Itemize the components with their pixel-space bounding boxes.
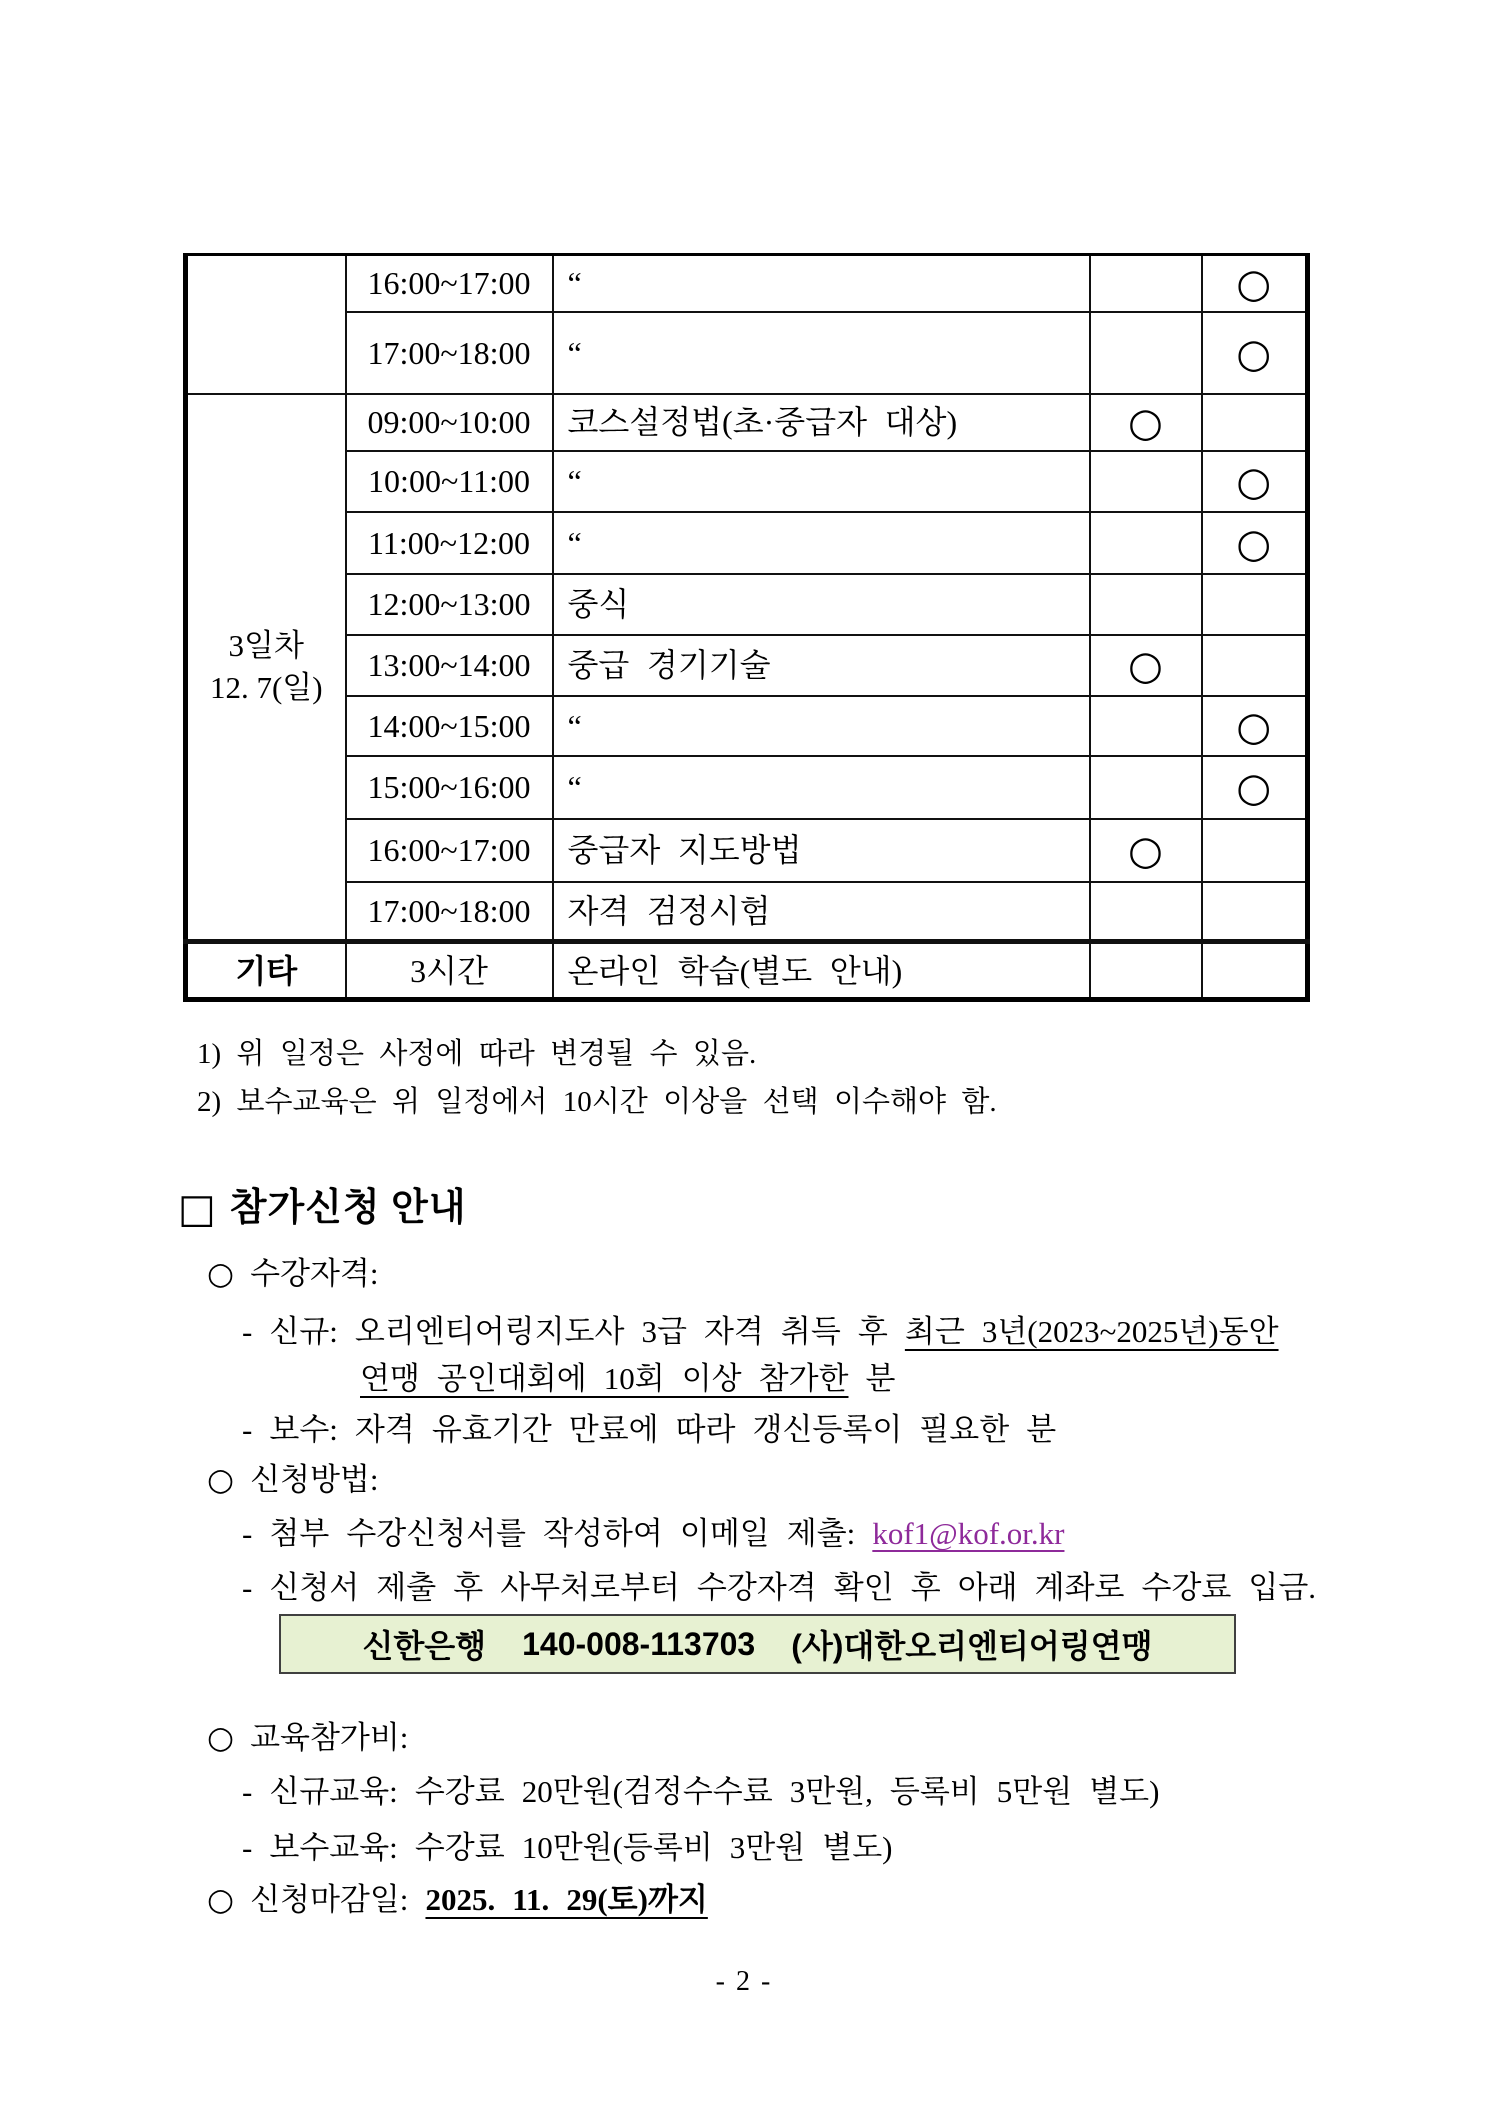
lecture-mark-cell xyxy=(1090,512,1202,574)
practice-mark-cell xyxy=(1202,574,1308,635)
circle-bullet-icon: ○ xyxy=(207,1462,235,1498)
table-row xyxy=(186,819,1308,882)
table-row xyxy=(186,635,1308,696)
qualification-new-line2-underlined: 연맹 공인대회에 10회 이상 참가한 xyxy=(360,1361,849,1396)
table-row xyxy=(186,451,1308,512)
bank-account-number: 140-008-113703 xyxy=(522,1625,756,1662)
bank-account-holder: (사)대한오리엔티어링연맹 xyxy=(791,1628,1153,1664)
section-heading-text: 참가신청 안내 xyxy=(229,1187,467,1229)
subject-cell: 자격 검정시험 xyxy=(553,882,1090,942)
table-row xyxy=(186,255,1308,312)
lecture-mark-cell xyxy=(1090,312,1202,394)
table-row xyxy=(186,696,1308,756)
practice-mark-cell xyxy=(1202,819,1308,882)
qualification-repair-line: - 보수: 자격 유효기간 만료에 따라 갱신등록이 필요한 분 xyxy=(242,1412,1057,1447)
lecture-mark-cell xyxy=(1090,574,1202,635)
qualification-label: 수강자격: xyxy=(250,1256,379,1291)
day-cell-day3 xyxy=(186,394,346,942)
subject-cell: “ xyxy=(553,312,1090,394)
schedule-table xyxy=(183,253,1310,1002)
lecture-mark-cell xyxy=(1090,255,1202,312)
method-line1-prefix: - 첨부 수강신청서를 작성하여 이메일 제출: xyxy=(242,1516,873,1551)
subject-cell: “ xyxy=(553,255,1090,312)
subject-cell: 온라인 학습(별도 안내) xyxy=(553,942,1090,1000)
practice-mark-cell: ○ xyxy=(1202,696,1308,756)
circle-bullet-icon: ○ xyxy=(207,1720,235,1756)
qualification-new-line1-underlined: 최근 3년(2023~2025년)동안 xyxy=(904,1314,1279,1349)
table-row xyxy=(186,756,1308,819)
time-cell: 17:00~18:00 xyxy=(346,882,553,942)
time-cell: 13:00~14:00 xyxy=(346,635,553,696)
time-cell: 15:00~16:00 xyxy=(346,756,553,819)
table-row xyxy=(186,882,1308,942)
subject-cell: 중급 경기기술 xyxy=(553,635,1090,696)
subject-cell: 코스설정법(초·중급자 대상) xyxy=(553,394,1090,451)
time-cell: 16:00~17:00 xyxy=(346,819,553,882)
subject-cell: 중식 xyxy=(553,574,1090,635)
fee-label: 교육참가비: xyxy=(250,1720,409,1755)
deadline-date: 2025. 11. 29(토)까지 xyxy=(425,1882,708,1917)
deadline-label: 신청마감일: xyxy=(250,1882,426,1917)
practice-mark-cell: ○ xyxy=(1202,255,1308,312)
fee-line2: - 보수교육: 수강료 10만원(등록비 3만원 별도) xyxy=(242,1830,893,1865)
time-cell: 14:00~15:00 xyxy=(346,696,553,756)
lecture-mark-cell: ○ xyxy=(1090,819,1202,882)
qualification-new-line2-suffix: 분 xyxy=(848,1361,896,1396)
bank-name: 신한은행 xyxy=(362,1628,487,1664)
qualification-new-line1 xyxy=(242,1306,1279,1351)
qualification-new-line2 xyxy=(360,1353,896,1398)
method-line1 xyxy=(242,1508,1064,1553)
lecture-mark-cell xyxy=(1090,756,1202,819)
method-bullet-line xyxy=(207,1454,378,1499)
bank-account-box xyxy=(279,1614,1236,1674)
table-row xyxy=(186,394,1308,451)
table-row xyxy=(186,512,1308,574)
subject-cell: “ xyxy=(553,512,1090,574)
day3-label-line2: 12. 7(일) xyxy=(209,669,323,705)
subject-cell: “ xyxy=(553,756,1090,819)
time-cell: 16:00~17:00 xyxy=(346,255,553,312)
practice-mark-cell: ○ xyxy=(1202,512,1308,574)
lecture-mark-cell xyxy=(1090,451,1202,512)
qualification-new-line1-prefix: - 신규: 오리엔티어링지도사 3급 자격 취득 후 xyxy=(242,1314,905,1349)
time-cell: 17:00~18:00 xyxy=(346,312,553,394)
subject-cell: “ xyxy=(553,696,1090,756)
practice-mark-cell xyxy=(1202,942,1308,1000)
practice-mark-cell: ○ xyxy=(1202,451,1308,512)
time-cell: 10:00~11:00 xyxy=(346,451,553,512)
time-cell: 09:00~10:00 xyxy=(346,394,553,451)
lecture-mark-cell: ○ xyxy=(1090,394,1202,451)
qualification-bullet-line xyxy=(207,1248,378,1293)
subject-cell: 중급자 지도방법 xyxy=(553,819,1090,882)
lecture-mark-cell xyxy=(1090,696,1202,756)
deadline-bullet-line xyxy=(207,1874,708,1919)
note-2: 2) 보수교육은 위 일정에서 10시간 이상을 선택 이수해야 함. xyxy=(197,1086,997,1118)
table-row xyxy=(186,574,1308,635)
time-cell: 11:00~12:00 xyxy=(346,512,553,574)
method-label: 신청방법: xyxy=(250,1462,379,1497)
time-cell: 3시간 xyxy=(346,942,553,1000)
practice-mark-cell xyxy=(1202,394,1308,451)
practice-mark-cell: ○ xyxy=(1202,756,1308,819)
day3-label-line1: 3일차 xyxy=(228,627,304,663)
time-cell: 12:00~13:00 xyxy=(346,574,553,635)
fee-bullet-line xyxy=(207,1712,408,1757)
subject-cell: “ xyxy=(553,451,1090,512)
lecture-mark-cell xyxy=(1090,882,1202,942)
lecture-mark-cell: ○ xyxy=(1090,635,1202,696)
method-line2: - 신청서 제출 후 사무처로부터 수강자격 확인 후 아래 계좌로 수강료 입금. xyxy=(242,1570,1317,1605)
day-cell-empty xyxy=(186,255,346,394)
lecture-mark-cell xyxy=(1090,942,1202,1000)
square-bullet-icon: □ xyxy=(178,1186,216,1232)
table-row xyxy=(186,312,1308,394)
email-link[interactable]: kof1@kof.or.kr xyxy=(872,1516,1065,1551)
practice-mark-cell xyxy=(1202,635,1308,696)
note-1: 1) 위 일정은 사정에 따라 변경될 수 있음. xyxy=(197,1038,757,1070)
fee-line1: - 신규교육: 수강료 20만원(검정수수료 3만원, 등록비 5만원 별도) xyxy=(242,1774,1160,1809)
practice-mark-cell: ○ xyxy=(1202,312,1308,394)
day-cell-other: 기타 xyxy=(186,942,346,1000)
table-row-other xyxy=(186,942,1308,1000)
application-section-heading xyxy=(178,1176,467,1231)
practice-mark-cell xyxy=(1202,882,1308,942)
circle-bullet-icon: ○ xyxy=(207,1882,235,1918)
circle-bullet-icon: ○ xyxy=(207,1256,235,1292)
page-number: - 2 - xyxy=(715,1966,773,1997)
